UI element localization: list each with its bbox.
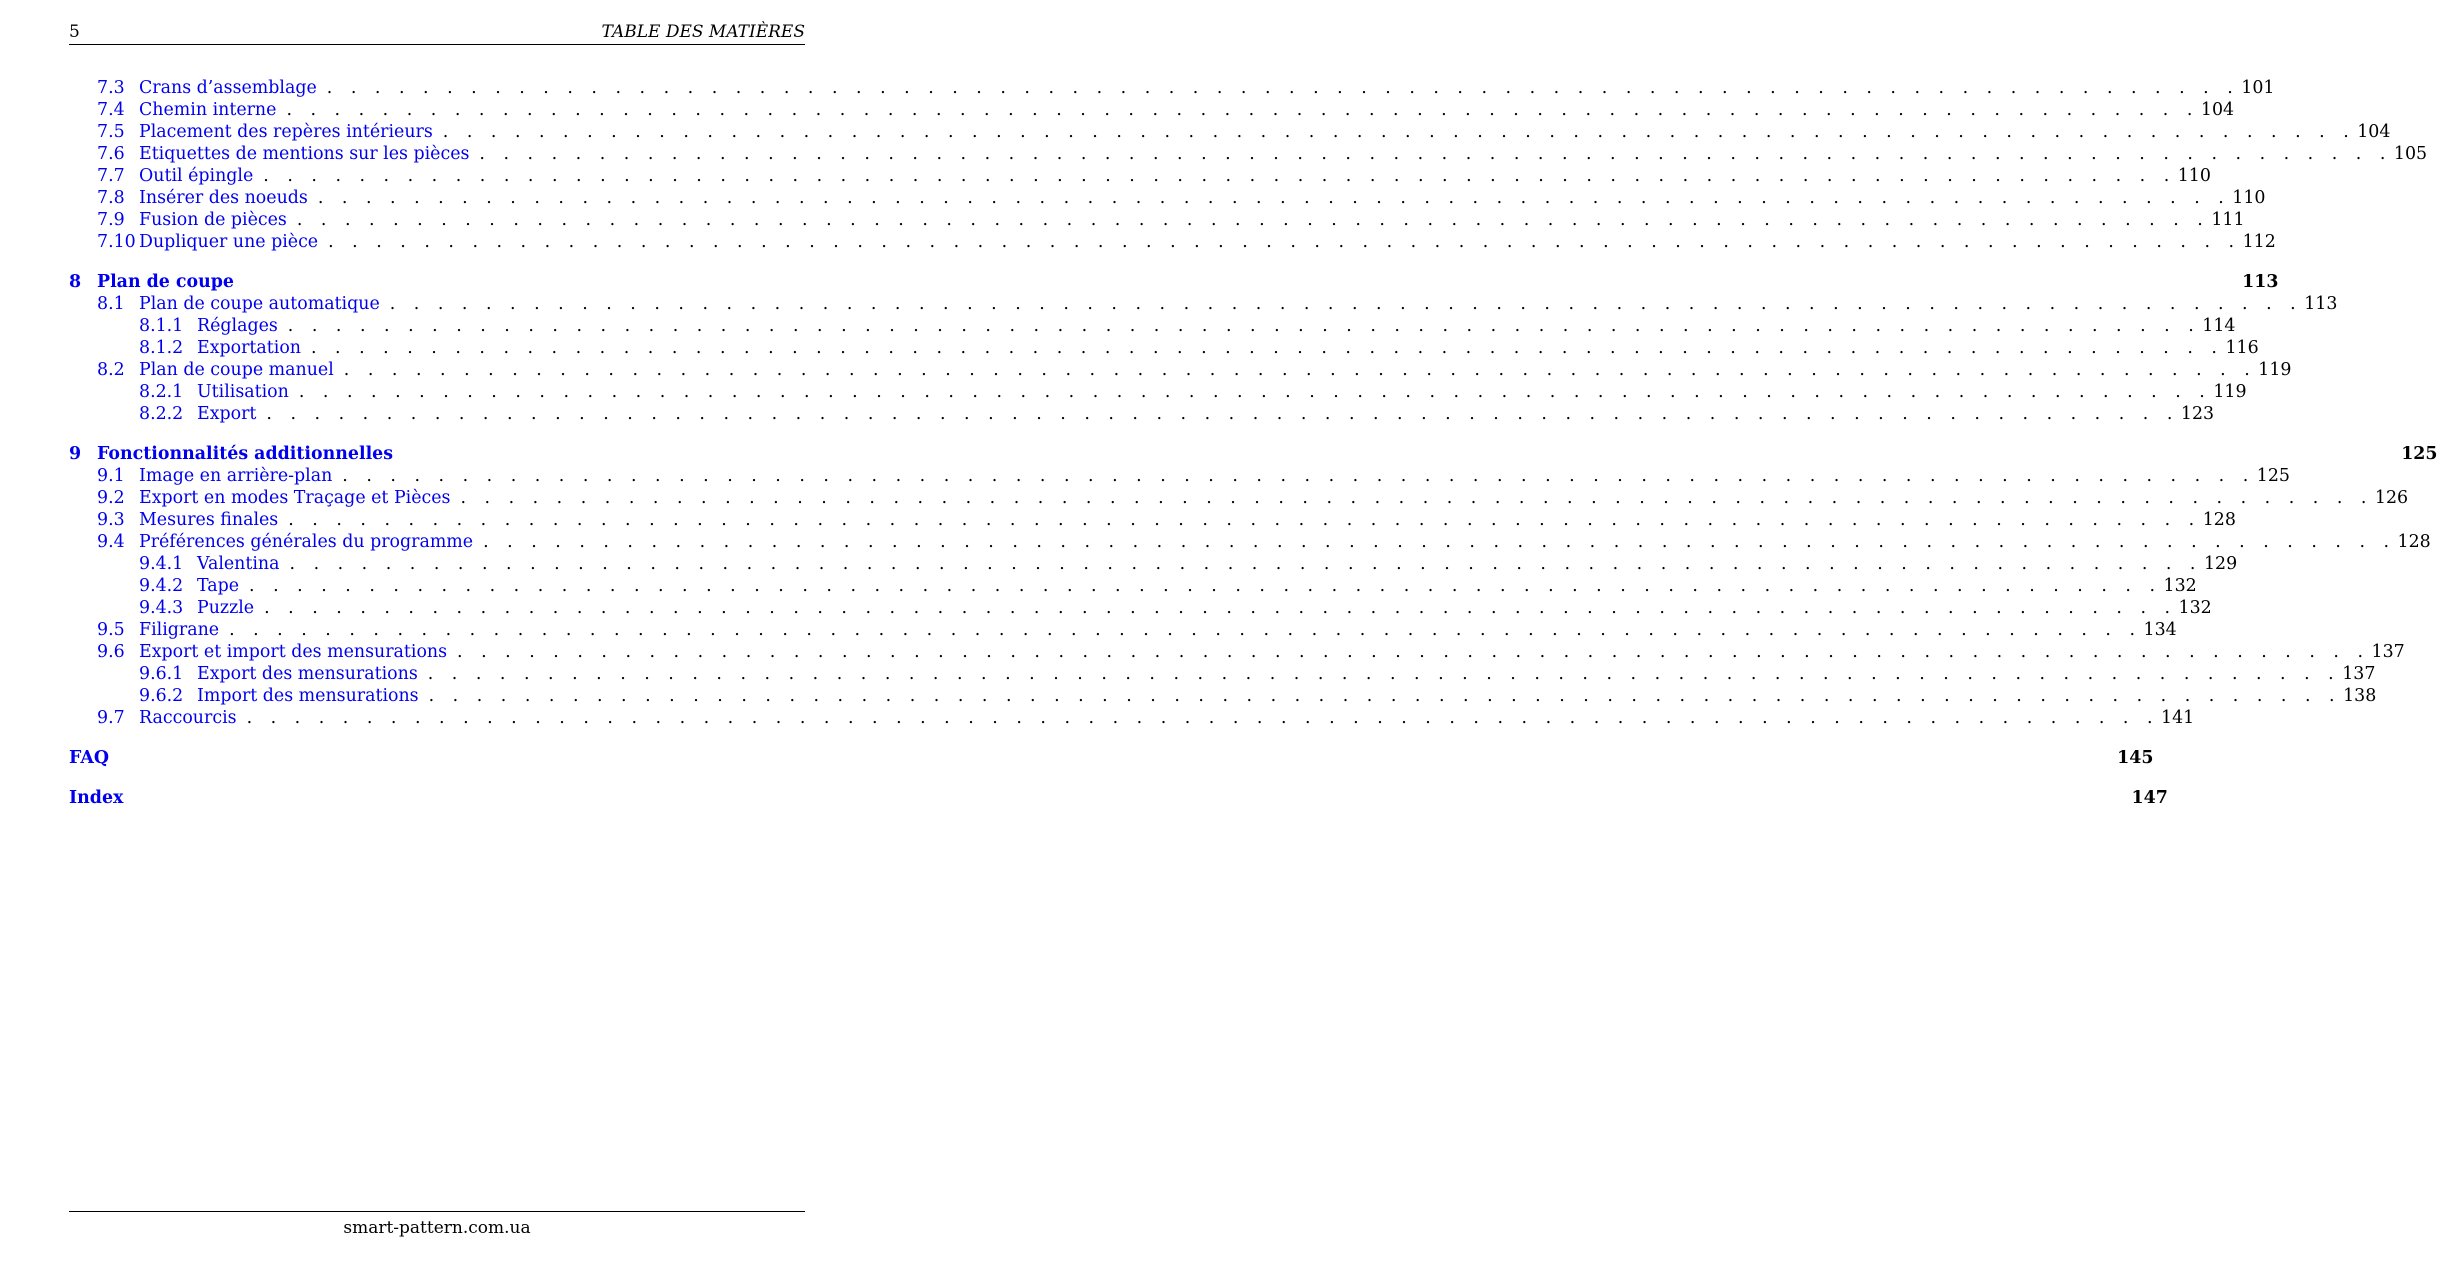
toc-entry-number[interactable]: 8.2: [97, 360, 125, 380]
toc-section-entry[interactable]: [69, 707, 2195, 729]
toc-entry-title[interactable]: Tape: [197, 576, 240, 596]
dot-leader: . . . . . . . . . . . . . . . . . . . . . . . . . . . . . . . . . . . . . . . . . . . . . . . . . . . . . . . . . . . . . . . . . . . . . . . . . . . . . . . .: [298, 382, 2212, 402]
toc-section-entry[interactable]: [69, 143, 2428, 165]
toc-entry-title[interactable]: Etiquettes de mentions sur les pièces: [139, 144, 470, 164]
toc-entry-page: 137: [2342, 664, 2376, 684]
toc-subsection-entry[interactable]: [69, 403, 2215, 425]
toc-entry-title[interactable]: Image en arrière-plan: [139, 466, 333, 486]
dot-leader: . . . . . . . . . . . . . . . . . . . . . . . . . . . . . . . . . . . . . . . . . . . . . . . . . . . . . . . . . . . . . . . . . . . . . . . . . . . . . . . .: [427, 664, 2341, 684]
dot-leader: . . . . . . . . . . . . . . . . . . . . . . . . . . . . . . . . . . . . . . . . . . . . . . . . . . . . . . . . . . . . . . . . . . . . . . . . . . . . . . . .: [343, 360, 2257, 380]
toc-entry-number[interactable]: 9.1: [97, 466, 125, 486]
toc-entry-title[interactable]: Outil épingle: [139, 166, 254, 186]
toc-entry-page: 114: [2202, 316, 2236, 336]
toc-entry-number[interactable]: 9.6.2: [139, 686, 184, 706]
toc-entry-title[interactable]: Fusion de pièces: [139, 210, 287, 230]
page-footer: [69, 1211, 805, 1238]
toc-section-entry[interactable]: [69, 77, 2275, 99]
toc-entry-number[interactable]: 8.1.1: [139, 316, 184, 336]
toc-section-entry[interactable]: [69, 509, 2236, 531]
toc-section-entry[interactable]: [69, 209, 2245, 231]
toc-entry-title[interactable]: Préférences générales du programme: [139, 532, 474, 552]
dot-leader: . . . . . . . . . . . . . . . . . . . . . . . . . . . . . . . . . . . . . . . . . . . . . . . . . . . . . . . . . . . . . . . . . . . . . . . . . . . . . . . .: [457, 642, 2370, 662]
toc-entry-title[interactable]: Plan de coupe manuel: [139, 360, 334, 380]
toc-entry-number[interactable]: 9.6: [97, 642, 125, 662]
toc-entry-title[interactable]: Insérer des noeuds: [139, 188, 308, 208]
toc-entry-number[interactable]: 7.6: [97, 144, 125, 164]
toc-entry-page: 116: [2225, 338, 2259, 358]
table-of-contents: [69, 77, 2438, 809]
toc-entry-title[interactable]: Fonctionnalités additionnelles: [97, 444, 394, 464]
toc-section-entry[interactable]: [69, 99, 2235, 121]
dot-leader: . . . . . . . . . . . . . . . . . . . . . . . . . . . . . . . . . . . . . . . . . . . . . . . . . . . . . . . . . . . . . . . . . . . . . . . . . . . . . . . .: [229, 620, 2142, 640]
toc-section-entry[interactable]: [69, 231, 2276, 253]
toc-entry-page: 110: [2177, 166, 2211, 186]
toc-entry-number[interactable]: 9.4.3: [139, 598, 184, 618]
toc-entry-number[interactable]: 7.3: [97, 78, 125, 98]
toc-entry-title[interactable]: Export en modes Traçage et Pièces: [139, 488, 451, 508]
toc-entry-page: 126: [2374, 488, 2409, 508]
toc-entry-page: 104: [2200, 100, 2235, 120]
toc-entry-number[interactable]: 8.1.2: [139, 338, 184, 358]
toc-entry-title[interactable]: Index: [69, 788, 124, 808]
toc-entry-page: 129: [2203, 554, 2238, 574]
toc-entry-page: 132: [2163, 576, 2197, 596]
toc-section-entry[interactable]: [69, 487, 2409, 509]
dot-leader: . . . . . . . . . . . . . . . . . . . . . . . . . . . . . . . . . . . . . . . . . . . . . . . . . . . . . . . . . . . . . . . . . . . . . . . . . . . . . . . .: [479, 144, 2392, 164]
dot-leader: . . . . . . . . . . . . . . . . . . . . . . . . . . . . . . . . . . . . . . . . . . . . . . . . . . . . . . . . . . . . . . . . . . . . . . . . . . . . . . . .: [460, 488, 2373, 508]
dot-leader: . . . . . . . . . . . . . . . . . . . . . . . . . . . . . . . . . . . . . . . . . . . . . . . . . . . . . . . . . . . . . . . . . . . . . . . . . . . . . . . .: [328, 232, 2241, 252]
toc-entry-title[interactable]: Mesures finales: [139, 510, 279, 530]
toc-entry-page: 141: [2161, 708, 2195, 728]
dot-leader: . . . . . . . . . . . . . . . . . . . . . . . . . . . . . . . . . . . . . . . . . . . . . . . . . . . . . . . . . . . . . . . . . . . . . . . . . . . . . . . .: [326, 78, 2240, 98]
toc-entry-number[interactable]: 7.7: [97, 166, 125, 186]
toc-entry-number[interactable]: 9: [69, 444, 82, 464]
toc-entry-page: 137: [2371, 642, 2405, 662]
toc-section-entry[interactable]: [69, 165, 2211, 187]
toc-entry-title[interactable]: Plan de coupe: [97, 272, 234, 292]
dot-leader: . . . . . . . . . . . . . . . . . . . . . . . . . . . . . . . . . . . . . . . . . . . . . . . . . . . . . . . . . . . . . . . . . . . . . . . . . . . . . . . .: [442, 122, 2356, 142]
toc-entry-number[interactable]: 7.4: [97, 100, 125, 120]
toc-chapter-entry[interactable]: [69, 443, 2438, 465]
toc-entry-page: 104: [2357, 122, 2391, 142]
toc-section-entry[interactable]: [69, 359, 2292, 381]
toc-entry-title[interactable]: Valentina: [197, 554, 280, 574]
toc-entry-page: 119: [2258, 360, 2292, 380]
toc-chapter-entry[interactable]: [69, 747, 2154, 769]
toc-entry-title[interactable]: Filigrane: [139, 620, 220, 640]
toc-section-entry[interactable]: [69, 641, 2405, 663]
toc-entry-page: 113: [2242, 272, 2279, 292]
toc-entry-title[interactable]: Dupliquer une pièce: [139, 232, 319, 252]
toc-entry-title[interactable]: Export des mensurations: [197, 664, 418, 684]
toc-entry-page: 132: [2178, 598, 2212, 618]
toc-entry-title[interactable]: Plan de coupe automatique: [139, 294, 380, 314]
toc-section-entry[interactable]: [69, 293, 2338, 315]
toc-section-entry[interactable]: [69, 465, 2290, 487]
footer-url: smart-pattern.com.ua: [343, 1218, 531, 1238]
toc-entry-number[interactable]: 8.2.2: [139, 404, 184, 424]
toc-subsection-entry[interactable]: [69, 315, 2236, 337]
toc-subsection-entry[interactable]: [69, 663, 2376, 685]
toc-entry-page: 111: [2211, 210, 2245, 230]
toc-entry-title[interactable]: Export et import des mensurations: [139, 642, 448, 662]
toc-entry-page: 128: [2202, 510, 2236, 530]
running-title: TABLE DES MATIÈRES: [601, 22, 805, 42]
toc-entry-number[interactable]: 9.5: [97, 620, 125, 640]
dot-leader: . . . . . . . . . . . . . . . . . . . . . . . . . . . . . . . . . . . . . . . . . . . . . . . . . . . . . . . . . . . . . . . . . . . . . . . . . . . . . . . .: [246, 708, 2160, 728]
toc-entry-page: 123: [2180, 404, 2215, 424]
toc-entry-title[interactable]: FAQ: [69, 748, 109, 768]
toc-entry-page: 134: [2143, 620, 2177, 640]
toc-entry-number[interactable]: 9.4.2: [139, 576, 184, 596]
toc-entry-page: 128: [2397, 532, 2431, 552]
dot-leader: . . . . . . . . . . . . . . . . . . . . . . . . . . . . . . . . . . . . . . . . . . . . . . . . . . . . . . . . . . . . . . . . . . . . . . . . . . . . . . . .: [266, 404, 2179, 424]
toc-entry-number[interactable]: 9.3: [97, 510, 125, 530]
toc-entry-number[interactable]: 8.2.1: [139, 382, 184, 402]
toc-subsection-entry[interactable]: [69, 575, 2197, 597]
toc-entry-number[interactable]: 9.2: [97, 488, 125, 508]
toc-entry-page: 125: [2256, 466, 2290, 486]
toc-entry-number[interactable]: 9.4.1: [139, 554, 184, 574]
page-number: 5: [69, 22, 80, 42]
toc-entry-number[interactable]: 8: [69, 272, 82, 292]
toc-section-entry[interactable]: [69, 531, 2431, 553]
dot-leader: . . . . . . . . . . . . . . . . . . . . . . . . . . . . . . . . . . . . . . . . . . . . . . . . . . . . . . . . . . . . . . . . . . . . . . . . . . . . . . . .: [288, 510, 2201, 530]
dot-leader: . . . . . . . . . . . . . . . . . . . . . . . . . . . . . . . . . . . . . . . . . . . . . . . . . . . . . . . . . . . . . . . . . . . . . . . . . . . . . . . .: [287, 316, 2201, 336]
toc-entry-number[interactable]: 8.1: [97, 294, 125, 314]
toc-chapter-entry[interactable]: [69, 271, 2279, 293]
toc-subsection-entry[interactable]: [69, 553, 2238, 575]
toc-subsection-entry[interactable]: [69, 381, 2247, 403]
dot-leader: . . . . . . . . . . . . . . . . . . . . . . . . . . . . . . . . . . . . . . . . . . . . . . . . . . . . . . . . . . . . . . . . . . . . . . . . . . . . . . . .: [249, 576, 2162, 596]
toc-entry-number[interactable]: 7.10: [97, 232, 136, 252]
toc-subsection-entry[interactable]: [69, 337, 2259, 359]
toc-entry-title[interactable]: Utilisation: [197, 382, 289, 402]
toc-entry-number[interactable]: 9.6.1: [139, 664, 184, 684]
toc-section-entry[interactable]: [69, 187, 2266, 209]
toc-entry-number[interactable]: 9.7: [97, 708, 125, 728]
dot-leader: . . . . . . . . . . . . . . . . . . . . . . . . . . . . . . . . . . . . . . . . . . . . . . . . . . . . . . . . . . . . . . . . . . . . . . . . . . . . . . . .: [296, 210, 2210, 230]
toc-subsection-entry[interactable]: [69, 597, 2212, 619]
toc-entry-title[interactable]: Puzzle: [197, 598, 255, 618]
dot-leader: . . . . . . . . . . . . . . . . . . . . . . . . . . . . . . . . . . . . . . . . . . . . . . . . . . . . . . . . . . . . . . . . . . . . . . . . . . . . . . . .: [342, 466, 2255, 486]
toc-entry-title[interactable]: Chemin interne: [139, 100, 277, 120]
toc-entry-page: 147: [2131, 788, 2168, 808]
dot-leader: . . . . . . . . . . . . . . . . . . . . . . . . . . . . . . . . . . . . . . . . . . . . . . . . . . . . . . . . . . . . . . . . . . . . . . . . . . . . . . . .: [263, 166, 2176, 186]
toc-entry-number[interactable]: 9.4: [97, 532, 125, 552]
dot-leader: . . . . . . . . . . . . . . . . . . . . . . . . . . . . . . . . . . . . . . . . . . . . . . . . . . . . . . . . . . . . . . . . . . . . . . . . . . . . . . . .: [311, 338, 2224, 358]
page-header: [69, 22, 805, 45]
toc-entry-number[interactable]: 7.9: [97, 210, 125, 230]
toc-section-entry[interactable]: [69, 619, 2177, 641]
toc-entry-page: 138: [2343, 686, 2377, 706]
dot-leader: . . . . . . . . . . . . . . . . . . . . . . . . . . . . . . . . . . . . . . . . . . . . . . . . . . . . . . . . . . . . . . . . . . . . . . . . . . . . . . . .: [317, 188, 2231, 208]
toc-entry-page: 101: [2241, 78, 2275, 98]
toc-entry-title[interactable]: Crans d’assemblage: [139, 78, 317, 98]
toc-entry-title[interactable]: Réglages: [197, 316, 278, 336]
dot-leader: . . . . . . . . . . . . . . . . . . . . . . . . . . . . . . . . . . . . . . . . . . . . . . . . . . . . . . . . . . . . . . . . . . . . . . . . . . . . . . . .: [286, 100, 2199, 120]
dot-leader: . . . . . . . . . . . . . . . . . . . . . . . . . . . . . . . . . . . . . . . . . . . . . . . . . . . . . . . . . . . . . . . . . . . . . . . . . . . . . . . .: [428, 686, 2342, 706]
toc-subsection-entry[interactable]: [69, 685, 2377, 707]
toc-chapter-entry[interactable]: [69, 787, 2168, 809]
toc-entry-page: 110: [2232, 188, 2266, 208]
dot-leader: . . . . . . . . . . . . . . . . . . . . . . . . . . . . . . . . . . . . . . . . . . . . . . . . . . . . . . . . . . . . . . . . . . . . . . . . . . . . . . . .: [289, 554, 2202, 574]
toc-entry-number[interactable]: 7.8: [97, 188, 125, 208]
toc-entry-title[interactable]: Import des mensurations: [197, 686, 419, 706]
toc-entry-page: 119: [2213, 382, 2247, 402]
toc-entry-number[interactable]: 7.5: [97, 122, 125, 142]
dot-leader: . . . . . . . . . . . . . . . . . . . . . . . . . . . . . . . . . . . . . . . . . . . . . . . . . . . . . . . . . . . . . . . . . . . . . . . . . . . . . . . .: [483, 532, 2396, 552]
toc-entry-title[interactable]: Placement des repères intérieurs: [139, 122, 433, 142]
toc-entry-title[interactable]: Exportation: [197, 338, 301, 358]
toc-section-entry[interactable]: [69, 121, 2391, 143]
toc-entry-page: 125: [2401, 444, 2438, 464]
dot-leader: . . . . . . . . . . . . . . . . . . . . . . . . . . . . . . . . . . . . . . . . . . . . . . . . . . . . . . . . . . . . . . . . . . . . . . . . . . . . . . . .: [264, 598, 2177, 618]
dot-leader: . . . . . . . . . . . . . . . . . . . . . . . . . . . . . . . . . . . . . . . . . . . . . . . . . . . . . . . . . . . . . . . . . . . . . . . . . . . . . . . .: [389, 294, 2303, 314]
toc-entry-page: 105: [2393, 144, 2428, 164]
toc-entry-page: 112: [2242, 232, 2276, 252]
toc-entry-title[interactable]: Raccourcis: [139, 708, 237, 728]
toc-entry-page: 113: [2304, 294, 2338, 314]
toc-entry-page: 145: [2117, 748, 2154, 768]
toc-entry-title[interactable]: Export: [197, 404, 257, 424]
